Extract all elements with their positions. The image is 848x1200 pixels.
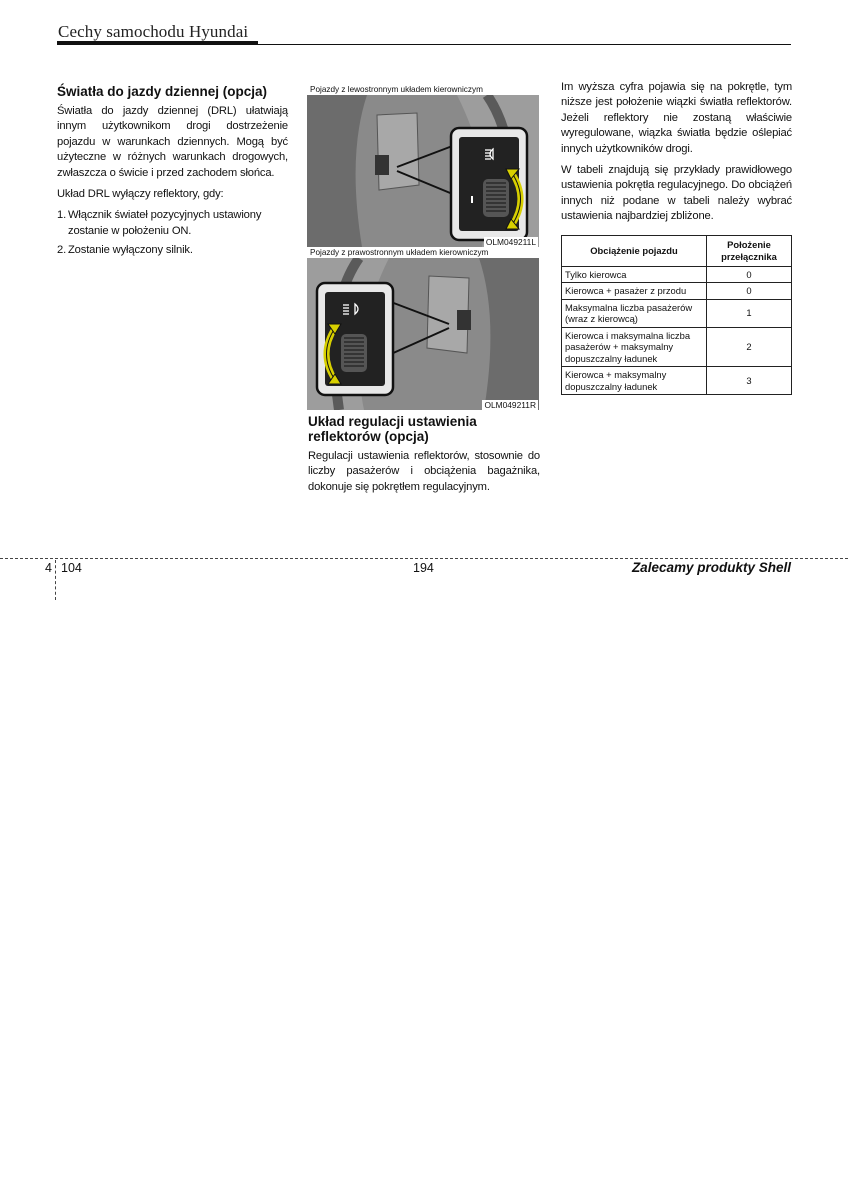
drl-paragraph-2: Układ DRL wyłączy reflektory, gdy: [57,188,224,201]
table-row [562,299,792,327]
table-cell-value: 3 [707,367,792,395]
figure-code: OLM049211L [485,237,536,247]
table-cell-load: Kierowca i maksymalna liczba pasażerów + maksymalny dopuszczalny ładunek [562,327,707,367]
table-header-position: Położenie przełącznika [707,235,792,266]
leveling-switch-lhd-illustration [307,95,539,247]
figure-caption: Pojazdy z prawostronnym układem kierowniczym [307,247,539,258]
table-row [562,283,792,300]
list-item-text: Zostanie wyłączony silnik. [68,244,193,257]
figure-caption: Pojazdy z lewostronnym układem kierowniczym [307,84,539,95]
footer-chapter-number: 4 [45,561,52,575]
list-item [57,243,288,258]
leveling-switch-rhd-illustration [307,258,539,410]
list-item-number: 2. [57,244,67,257]
figure-rhd [307,247,539,410]
header-rule-thick [57,41,258,45]
col3-paragraph-1: Im wyższa cyfra pojawia się na pokrętle, tym niższe jest położenie wiązki światła reflektorów. Jeżeli reflektory nie zostaną właściwie wyregulowane, wiązka światła będzie oślepiać innych użytkowników drogi. [561,81,792,155]
footer-brand-text: Zalecamy produkty Shell [631,560,791,575]
table-cell-load: Maksymalna liczba pasażerów (wraz z kierowcą) [562,299,707,327]
drl-conditions-list [57,208,288,258]
table-cell-value: 0 [707,266,792,283]
table-row [562,266,792,283]
list-item-text: Włącznik świateł pozycyjnych ustawiony zostanie w położeniu ON. [68,209,262,237]
figure-lhd [307,84,539,247]
footer-document-page: 194 [413,561,434,575]
col3-paragraph-2: W tabeli znajdują się przykłady prawidłowego ustawienia pokrętła regulacyjnego. Do obciążeń innych niż podane w tabeli należy wybrać ustawienia najbardziej zbliżone. [561,164,792,223]
table-row [562,327,792,367]
table-cell-value: 2 [707,327,792,367]
page-header-title: Cechy samochodu Hyundai [58,22,249,41]
drl-section [57,84,288,263]
table-header-load: Obciążenie pojazdu [562,235,707,266]
leveling-section [308,414,540,501]
leveling-details [561,80,792,395]
table-header-row [562,235,792,266]
list-item [57,208,288,239]
leveling-heading: Układ regulacji ustawienia reflektorów (opcja) [308,414,477,444]
header-rule-thin [258,44,791,45]
load-setting-table [561,235,792,396]
table-cell-load: Kierowca + pasażer z przodu [562,283,707,300]
leveling-paragraph: Regulacji ustawienia reflektorów, stosownie do liczby pasażerów i obciążenia bagażnika, dokonuje się pokrętłem regulacyjnym. [308,450,540,493]
drl-paragraph-1: Światła do jazdy dziennej (DRL) ułatwiają innym użytkownikom drogi dostrzeżenie pojazdu w warunkach dziennych. Mogą być użyteczne w różnych warunkach drogowych, zwłaszcza o świcie i przed zachodem słońca. [57,105,288,179]
list-item-number: 1. [57,209,67,222]
footer-divider [0,558,848,559]
footer-vertical-divider [55,560,56,600]
figure-code: OLM049211R [484,400,536,410]
table-cell-value: 0 [707,283,792,300]
table-cell-load: Kierowca + maksymalny dopuszczalny ładunek [562,367,707,395]
table-row [562,367,792,395]
drl-heading: Światła do jazdy dziennej (opcja) [57,84,268,99]
footer-page-number: 104 [61,561,82,575]
table-cell-value: 1 [707,299,792,327]
table-cell-load: Tylko kierowca [562,266,707,283]
